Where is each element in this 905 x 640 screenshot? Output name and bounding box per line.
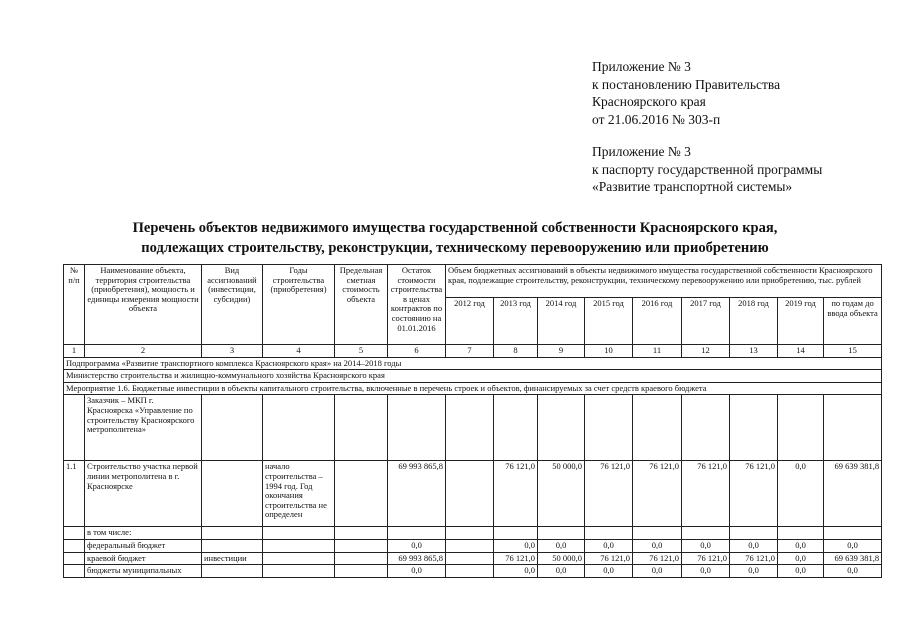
federal-2019: 0,0: [778, 539, 824, 552]
col-number: 11: [633, 345, 682, 358]
regional-2014: 50 000,0: [538, 552, 585, 565]
appendix-header-resolution: [592, 58, 780, 128]
header-2013: 2013 год: [494, 298, 538, 345]
object-remain: 69 993 865,8: [388, 461, 446, 527]
col-number: 10: [585, 345, 633, 358]
col-number: 1: [64, 345, 85, 358]
regional-2018: 76 121,0: [730, 552, 778, 565]
col-number: 15: [824, 345, 882, 358]
col-number: 4: [263, 345, 335, 358]
col-number: 3: [202, 345, 263, 358]
header-cost: Предельная сметная стоимость объекта: [335, 265, 388, 345]
header-2012: 2012 год: [446, 298, 494, 345]
customer-label: Заказчик – МКП г. Красноярска «Управление по строительству Красноярского метрополитена»: [85, 395, 202, 461]
object-2015: 76 121,0: [585, 461, 633, 527]
federal-label: федеральный бюджет: [85, 539, 202, 552]
header-2015: 2015 год: [585, 298, 633, 345]
header-name: Наименование объекта, территория строительства (приобретения), мощность и единицы измерения мощности объекта: [85, 265, 202, 345]
customer-row: [64, 395, 882, 461]
col-number: 7: [446, 345, 494, 358]
federal-budget-row: [64, 539, 882, 552]
ministry-row: [64, 370, 882, 383]
object-years: начало строительства – 1994 год. Год окончания строительства не определен: [263, 461, 335, 527]
appendix-line: от 21.06.2016 № 303-п: [592, 111, 721, 127]
object-after: 69 639 381,8: [824, 461, 882, 527]
regional-label: краевой бюджет: [85, 552, 202, 565]
appendix-line: к постановлению Правительства: [592, 76, 781, 92]
object-num: 1.1: [64, 461, 85, 527]
header-2017: 2017 год: [682, 298, 730, 345]
object-name: Строительство участка первой линии метрополитена в г. Красноярске: [85, 461, 202, 527]
municipal-budget-row: [64, 565, 882, 578]
ministry-label: Министерство строительства и жилищно-коммунального хозяйства Красноярского края: [64, 370, 882, 383]
subprogram-row: [64, 357, 882, 370]
municipal-2016: 0,0: [633, 565, 682, 578]
header-2016: 2016 год: [633, 298, 682, 345]
col-number: 14: [778, 345, 824, 358]
federal-2015: 0,0: [585, 539, 633, 552]
header-years: Годы строительства (приобретения): [263, 265, 335, 345]
municipal-2019: 0,0: [778, 565, 824, 578]
header-2018: 2018 год: [730, 298, 778, 345]
federal-2016: 0,0: [633, 539, 682, 552]
regional-2019: 0,0: [778, 552, 824, 565]
regional-2015: 76 121,0: [585, 552, 633, 565]
header-2019: 2019 год: [778, 298, 824, 345]
regional-type: инвестиции: [202, 552, 263, 565]
object-2018: 76 121,0: [730, 461, 778, 527]
header-row: [64, 265, 882, 298]
federal-remain: 0,0: [388, 539, 446, 552]
municipal-2013: 0,0: [494, 565, 538, 578]
measure-label: Мероприятие 1.6. Бюджетные инвестиции в объекты капитального строительства, включенные в перечень строек и объектов, финансируемых за счет средств краевого бюджета: [64, 382, 882, 395]
col-number: 8: [494, 345, 538, 358]
header-2014: 2014 год: [538, 298, 585, 345]
measure-row: [64, 382, 882, 395]
appendix-line: Приложение № 3: [592, 144, 691, 159]
municipal-2018: 0,0: [730, 565, 778, 578]
incl-row: [64, 527, 882, 540]
col-number: 2: [85, 345, 202, 358]
regional-2016: 76 121,0: [633, 552, 682, 565]
col-number: 13: [730, 345, 778, 358]
regional-after: 69 639 381,8: [824, 552, 882, 565]
municipal-2014: 0,0: [538, 565, 585, 578]
header-type: Вид ассигнований (инвестиции, субсидии): [202, 265, 263, 345]
appendix-line: к паспорту государственной программы: [592, 161, 823, 177]
incl-label: в том числе:: [85, 527, 202, 540]
subprogram-label: Подпрограмма «Развитие транспортного комплекса Красноярского края» на 2014–2018 годы: [64, 357, 882, 370]
objects-table: [63, 264, 882, 578]
regional-2013: 76 121,0: [494, 552, 538, 565]
col-number: 12: [682, 345, 730, 358]
document-title-line-2: подлежащих строительству, реконструкции, техническому перевооружению или приобретению: [141, 240, 769, 256]
header-group: Объем бюджетных ассигнований в объекты недвижимого имущества государственной собственности Красноярского края, подлежащие строительству, реконструкции, техническому перевооружению или приобретению, тыс. рублей: [446, 265, 882, 298]
document-title-line-1: Перечень объектов недвижимого имущества государственной собственности Красноярского края,: [132, 220, 778, 236]
col-number: 9: [538, 345, 585, 358]
municipal-label: бюджеты муниципальных: [85, 565, 202, 578]
federal-2014: 0,0: [538, 539, 585, 552]
federal-after: 0,0: [824, 539, 882, 552]
regional-remain: 69 993 865,8: [388, 552, 446, 565]
municipal-2017: 0,0: [682, 565, 730, 578]
header-num: № п/п: [64, 265, 85, 345]
federal-2013: 0,0: [494, 539, 538, 552]
appendix-line: Приложение № 3: [592, 59, 691, 74]
municipal-2015: 0,0: [585, 565, 633, 578]
header-remain: Остаток стоимости строительства в ценах контрактов по состоянию на 01.01.2016: [388, 265, 446, 345]
object-2017: 76 121,0: [682, 461, 730, 527]
object-2016: 76 121,0: [633, 461, 682, 527]
object-2014: 50 000,0: [538, 461, 585, 527]
object-row: [64, 461, 882, 527]
header-after: по годам до ввода объекта: [824, 298, 882, 345]
regional-budget-row: [64, 552, 882, 565]
column-number-row: [64, 345, 882, 358]
col-number: 6: [388, 345, 446, 358]
object-2019: 0,0: [778, 461, 824, 527]
federal-2018: 0,0: [730, 539, 778, 552]
col-number: 5: [335, 345, 388, 358]
municipal-remain: 0,0: [388, 565, 446, 578]
municipal-after: 0,0: [824, 565, 882, 578]
appendix-header-program: [592, 143, 822, 196]
federal-2017: 0,0: [682, 539, 730, 552]
object-2013: 76 121,0: [494, 461, 538, 527]
appendix-line: Красноярского края: [592, 94, 706, 109]
regional-2017: 76 121,0: [682, 552, 730, 565]
appendix-line: «Развитие транспортной системы»: [592, 179, 793, 194]
